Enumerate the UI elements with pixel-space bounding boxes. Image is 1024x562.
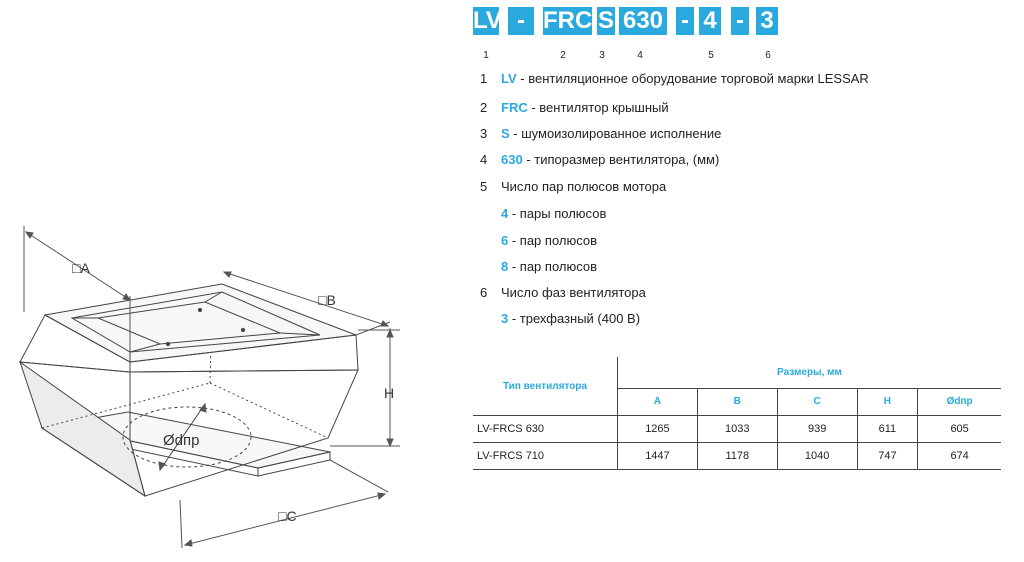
code-number: 2 xyxy=(560,50,566,61)
legend-item: 3 - трехфазный (400 В) xyxy=(501,311,641,326)
code-number: 1 xyxy=(483,50,489,61)
code-chip-size: 630 xyxy=(619,7,667,35)
code-number: 4 xyxy=(637,50,643,61)
dimensions-table xyxy=(473,357,1001,470)
column-header: C xyxy=(777,388,857,415)
code-chip-lv: LV xyxy=(473,7,502,34)
table-cell: 605 xyxy=(918,416,1001,443)
type-header: Тип вентилятора xyxy=(473,357,618,416)
code-number: 5 xyxy=(708,50,714,61)
code-chip-poles: 4 xyxy=(699,7,721,35)
table-row xyxy=(473,443,1001,470)
table-cell: 1265 xyxy=(618,416,698,443)
legend-item: 4 630 - типоразмер вентилятора, (мм) xyxy=(480,152,720,167)
table-cell: 1178 xyxy=(697,443,777,470)
column-header: B xyxy=(697,388,777,415)
column-header: Ødпр xyxy=(918,388,1001,415)
code-chip-s: S xyxy=(597,7,614,34)
label-b: □B xyxy=(318,292,336,308)
label-d: Ødпр xyxy=(163,432,200,449)
column-header: A xyxy=(618,388,698,415)
legend-item: 5 Число пар полюсов мотора xyxy=(480,179,667,194)
fan-dimension-drawing xyxy=(0,0,470,562)
label-h: H xyxy=(384,385,395,401)
legend-item: 3 S - шумоизолированное исполнение xyxy=(480,126,722,141)
table-cell: 1033 xyxy=(697,416,777,443)
table-row xyxy=(473,416,1001,443)
legend-item: 6 Число фаз вентилятора xyxy=(480,285,646,300)
code-chip-dash: - xyxy=(508,7,534,35)
code-chip-frc: FRC xyxy=(543,7,593,34)
legend-item: 4 - пары полюсов xyxy=(501,206,607,221)
table-cell: 674 xyxy=(918,443,1001,470)
code-number: 3 xyxy=(599,50,605,61)
code-chip-dash: - xyxy=(676,7,694,35)
label-c: □C xyxy=(278,508,297,524)
legend-item: 6 - пар полюсов xyxy=(501,233,597,248)
table-cell: 611 xyxy=(857,416,918,443)
code-number: 6 xyxy=(765,50,771,61)
table-cell: 1040 xyxy=(777,443,857,470)
legend-item: 1 LV - вентиляционное оборудование торговой марки LESSAR xyxy=(480,71,869,86)
legend-item: 8 - пар полюсов xyxy=(501,259,597,274)
code-chip-dash: - xyxy=(731,7,749,35)
table-cell: 1447 xyxy=(618,443,698,470)
code-chip-phases: 3 xyxy=(756,7,778,35)
table-cell: 747 xyxy=(857,443,918,470)
label-a: □A xyxy=(72,260,90,276)
column-header: H xyxy=(857,388,918,415)
row-name: LV-FRCS 710 xyxy=(477,450,545,462)
legend-item: 2 FRC - вентилятор крышный xyxy=(480,100,669,115)
row-name: LV-FRCS 630 xyxy=(477,423,545,435)
sizes-header: Размеры, мм xyxy=(618,357,1002,388)
table-cell: 939 xyxy=(777,416,857,443)
